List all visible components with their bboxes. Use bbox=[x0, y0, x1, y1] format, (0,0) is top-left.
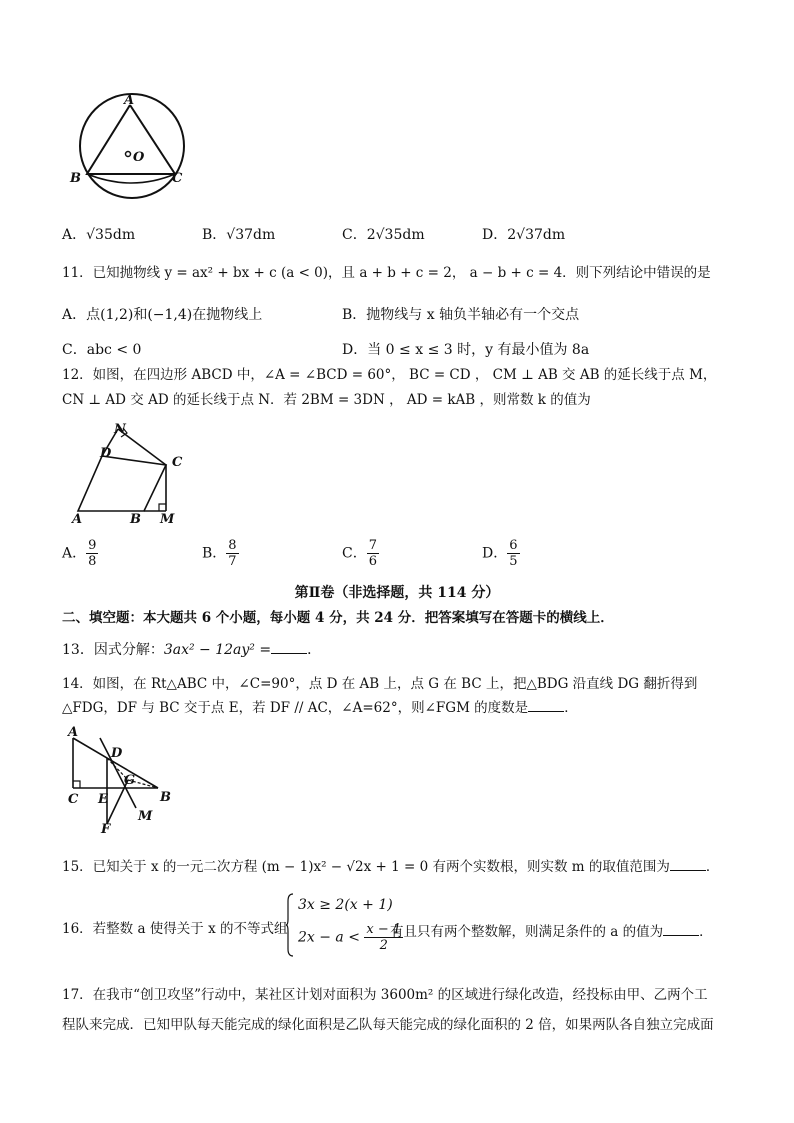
q12-label-D: D bbox=[100, 446, 112, 461]
q14-label-G: G bbox=[124, 773, 136, 788]
q14-label-M: M bbox=[138, 809, 153, 824]
q10-option-b: B．√37dm bbox=[202, 227, 276, 243]
q11-option-d: D．当 0 ≤ x ≤ 3 时，y 有最小值为 8a bbox=[342, 342, 590, 358]
q12-option-c: C． $\frac{7}{6}$ bbox=[342, 538, 377, 569]
q17-line2: 程队来完成．已知甲队每天能完成的绿化面积是乙队每天能完成的绿化面积的 2 倍，如果两队各自独立完成面 bbox=[62, 1017, 714, 1033]
q14-label-E: E bbox=[98, 792, 108, 807]
q12-label-C: C bbox=[172, 455, 183, 470]
q12-label-N: N bbox=[114, 422, 126, 437]
q14-label-D: D bbox=[111, 746, 123, 761]
figure1-label-B: B bbox=[70, 171, 81, 186]
q15: 15．已知关于 x 的一元二次方程 (m − 1)x² − √2x + 1 = 0 有两个实数根，则实数 m 的取值范围为 ． bbox=[62, 859, 720, 875]
q12-option-a: A． $\frac{9}{8}$ bbox=[62, 538, 97, 569]
figure1-label-C: C bbox=[172, 171, 183, 186]
q10-option-d: D．2√37dm bbox=[482, 227, 566, 243]
q14-label-A: A bbox=[68, 725, 79, 740]
q11-option-c: C．abc < 0 bbox=[62, 342, 142, 358]
section2-heading: 二、填空题：本大题共 6 个小题，每小题 4 分，共 24 分．把答案填写在答题卡的横线上． bbox=[62, 610, 614, 626]
q12-option-d: D． $\frac{6}{5}$ bbox=[482, 538, 518, 569]
q11-option-a: A．点(1,2)和(−1,4)在抛物线上 bbox=[62, 307, 263, 323]
figure1-label-A: A bbox=[124, 93, 135, 108]
q12-label-B: B bbox=[130, 512, 141, 527]
q11-option-b: B．抛物线与 x 轴负半轴必有一个交点 bbox=[342, 307, 580, 323]
q13: 13．因式分解：3ax² − 12ay² = ． bbox=[62, 642, 322, 658]
q17-line1: 17．在我市“创卫攻坚”行动中，某社区计划对面积为 3600m² 的区域进行绿化改造，经投标由甲、乙两个工 bbox=[62, 987, 708, 1003]
figure1-label-O: O bbox=[133, 150, 145, 165]
q16-brace bbox=[286, 893, 294, 957]
section2-title: 第Ⅱ卷（非选择题，共 114 分） bbox=[294, 585, 500, 601]
q12-label-M: M bbox=[160, 512, 175, 527]
q12-stem-line2: CN ⊥ AD 交 AD 的延长线于点 N．若 2BM = 3DN ， AD = kAB ，则常数 k 的值为 bbox=[62, 392, 591, 408]
q16-inequality-2: 2x − a < $\frac{x - 1}{2}$ bbox=[298, 922, 402, 953]
q14-line2: △FDG，DF 与 BC 交于点 E，若 DF // AC，∠A=62°，则∠FGM 的度数是 ． bbox=[62, 700, 578, 716]
q10-option-a: A．√35dm bbox=[62, 227, 136, 243]
q14-line1: 14．如图，在 Rt△ABC 中，∠C=90°，点 D 在 AB 上，点 G 在 BC 上，把△BDG 沿直线 DG 翻折得到 bbox=[62, 676, 698, 692]
q12-option-b: B． $\frac{8}{7}$ bbox=[202, 538, 237, 569]
q16-inequality-1: 3x ≥ 2(x + 1) bbox=[298, 897, 393, 913]
q11-stem: 11．已知抛物线 y = ax² + bx + c (a < 0)，且 a + b + c = 2， a − b + c = 4．则下列结论中错误的是 bbox=[62, 265, 711, 281]
q16-suffix: 有且只有两个整数解，则满足条件的 a 的值为 ． bbox=[390, 924, 713, 940]
q14-label-C: C bbox=[68, 792, 79, 807]
q10-option-c: C．2√35dm bbox=[342, 227, 425, 243]
right-triangle-fold-figure bbox=[62, 726, 182, 836]
q14-label-F: F bbox=[101, 822, 111, 837]
q14-label-B: B bbox=[160, 790, 171, 805]
q12-stem-line1: 12．如图，在四边形 ABCD 中，∠A = ∠BCD = 60°， BC = CD ， CM ⊥ AB 交 AB 的延长线于点 M， bbox=[62, 367, 717, 383]
q16-prefix: 16．若整数 a 使得关于 x 的不等式组 bbox=[62, 921, 288, 937]
q12-label-A: A bbox=[72, 512, 83, 527]
